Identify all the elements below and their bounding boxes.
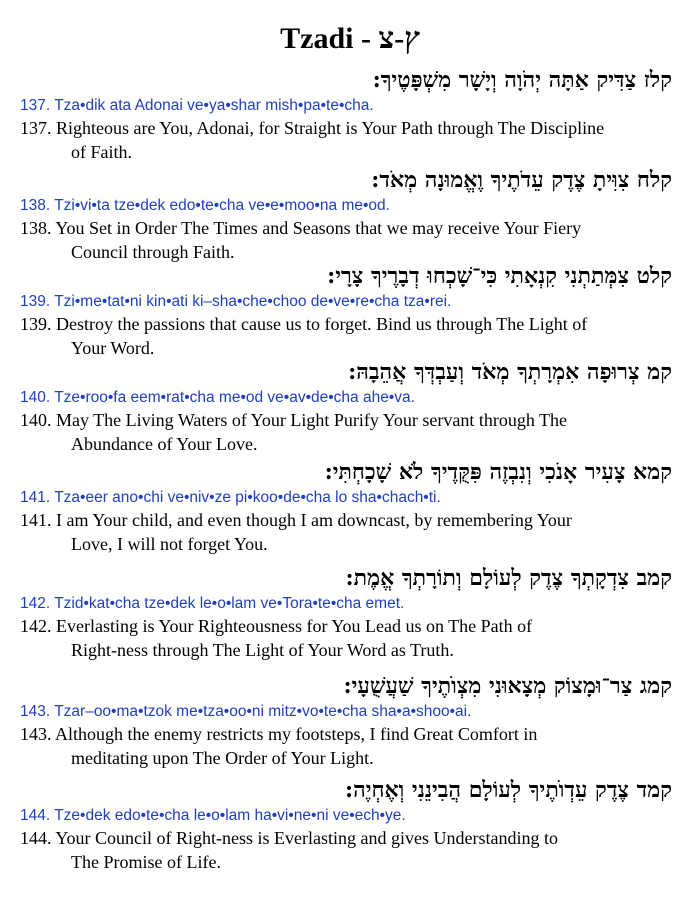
verse-english (0, 722, 700, 770)
verse-english (0, 312, 700, 360)
verse-english-line2: meditating upon The Order of Your Light. (71, 748, 374, 768)
verse-138 (0, 166, 700, 264)
verse-transliteration: 144. Tze•dek edo•te•cha le•o•lam ha•vi•ne•ni ve•ech•ye. (20, 807, 406, 824)
verse-hebrew: קמב צִדְקָתְךָ צֶדֶק לְעוֹלָם וְתוֹרָתְךָ אֱמֶת: (345, 565, 672, 591)
verse-english-line1: 137. Righteous are You, Adonai, for Straight is Your Path through The Discipline (20, 118, 605, 138)
verse-transliteration: 139. Tzi•me•tat•ni kin•ati ki–sha•che•choo de•ve•re•cha tza•rei. (20, 293, 452, 310)
verse-transliteration: 143. Tzar–oo•ma•tzok me•tza•oo•ni mitz•vo•te•cha sha•a•shoo•ai. (20, 703, 472, 720)
verse-144 (0, 776, 700, 874)
verse-transliteration: 140. Tze•roo•fa eem•rat•cha me•od ve•av•de•cha ahe•va. (20, 389, 415, 406)
verse-hebrew: קמג צַר־וּמָצוֹק מְצָאוּנִי מִצְוֺתֶיךָ שַׁעֲשֻׁעָי: (343, 673, 672, 699)
verse-english (0, 508, 700, 556)
verse-english-line1: 144. Your Council of Right-ness is Everlasting and gives Understanding to (20, 828, 558, 848)
verse-143 (0, 672, 700, 770)
verse-english-line1: 142. Everlasting is Your Righteousness for You Lead us on The Path of (20, 616, 533, 636)
verse-transliteration: 141. Tza•eer ano•chi ve•niv•ze pi•koo•de•cha lo sha•chach•ti. (20, 489, 441, 506)
verse-english-line2: Abundance of Your Love. (71, 434, 258, 454)
verse-hebrew: קלז צַדִּיק אַתָּה יְהֹוָה וְיָשָׁר מִשְׁפָּטֶיךָ: (372, 67, 672, 93)
verse-english-line2: of Faith. (71, 142, 132, 162)
verse-english-line1: 139. Destroy the passions that cause us to forget. Bind us through The Light of (20, 314, 588, 334)
verse-137 (0, 66, 700, 164)
verse-hebrew: קמד צֶדֶק עֵדְוֺתֶיךָ לְעוֹלָם הֲבִינֵנִי וְאֶחְיֶה: (344, 777, 672, 803)
verse-english-line1: 141. I am Your child, and even though I am downcast, by remembering Your (20, 510, 572, 530)
verse-139 (0, 262, 700, 360)
verse-hebrew: קלח צִוִּיתָ צֶדֶק עֵדֹתֶיךָ וֶאֱמוּנָה מְאֹד: (371, 167, 672, 193)
verse-english (0, 614, 700, 662)
verse-english-line2: Love, I will not forget You. (71, 534, 268, 554)
verse-140 (0, 358, 700, 456)
verse-transliteration: 138. Tzi•vi•ta tze•dek edo•te•cha ve•e•moo•na me•od. (20, 197, 390, 214)
verse-english-line1: 138. You Set in Order The Times and Seasons that we may receive Your Fiery (20, 218, 582, 238)
verse-english (0, 826, 700, 874)
page-title: Tzadi - ץ-צ (280, 22, 420, 55)
verse-transliteration: 142. Tzid•kat•cha tze•dek le•o•lam ve•Tora•te•cha emet. (20, 595, 405, 612)
verse-english-line1: 140. May The Living Waters of Your Light Purify Your servant through The (20, 410, 568, 430)
verse-hebrew: קמא צָעִיר אָנֹכִי וְנִבְזֶה פִּקֻּדֶיךָ לֹא שָׁכָחְתִּי: (324, 459, 672, 485)
verse-english-line2: The Promise of Life. (71, 852, 221, 872)
verse-english (0, 408, 700, 456)
verse-english (0, 116, 700, 164)
verse-english-line2: Right-ness through The Light of Your Word as Truth. (71, 640, 454, 660)
verse-142 (0, 564, 700, 662)
verse-english-line2: Your Word. (71, 338, 155, 358)
verse-hebrew: קלט צִמְּתַתְנִי קִנְאָתִי כִּי־שָׁכְחוּ דְבָרֶיךָ צָרָי: (327, 263, 672, 289)
verse-transliteration: 137. Tza•dik ata Adonai ve•ya•shar mish•pa•te•cha. (20, 97, 374, 114)
verse-english (0, 216, 700, 264)
verse-141 (0, 458, 700, 556)
verse-hebrew: קמ צְרוּפָה אִמְרָתְךָ מְאֹד וְעַבְדְּךָ אֲהֵבָהּ: (348, 359, 672, 385)
verse-english-line2: Council through Faith. (71, 242, 235, 262)
verse-english-line1: 143. Although the enemy restricts my footsteps, I find Great Comfort in (20, 724, 538, 744)
